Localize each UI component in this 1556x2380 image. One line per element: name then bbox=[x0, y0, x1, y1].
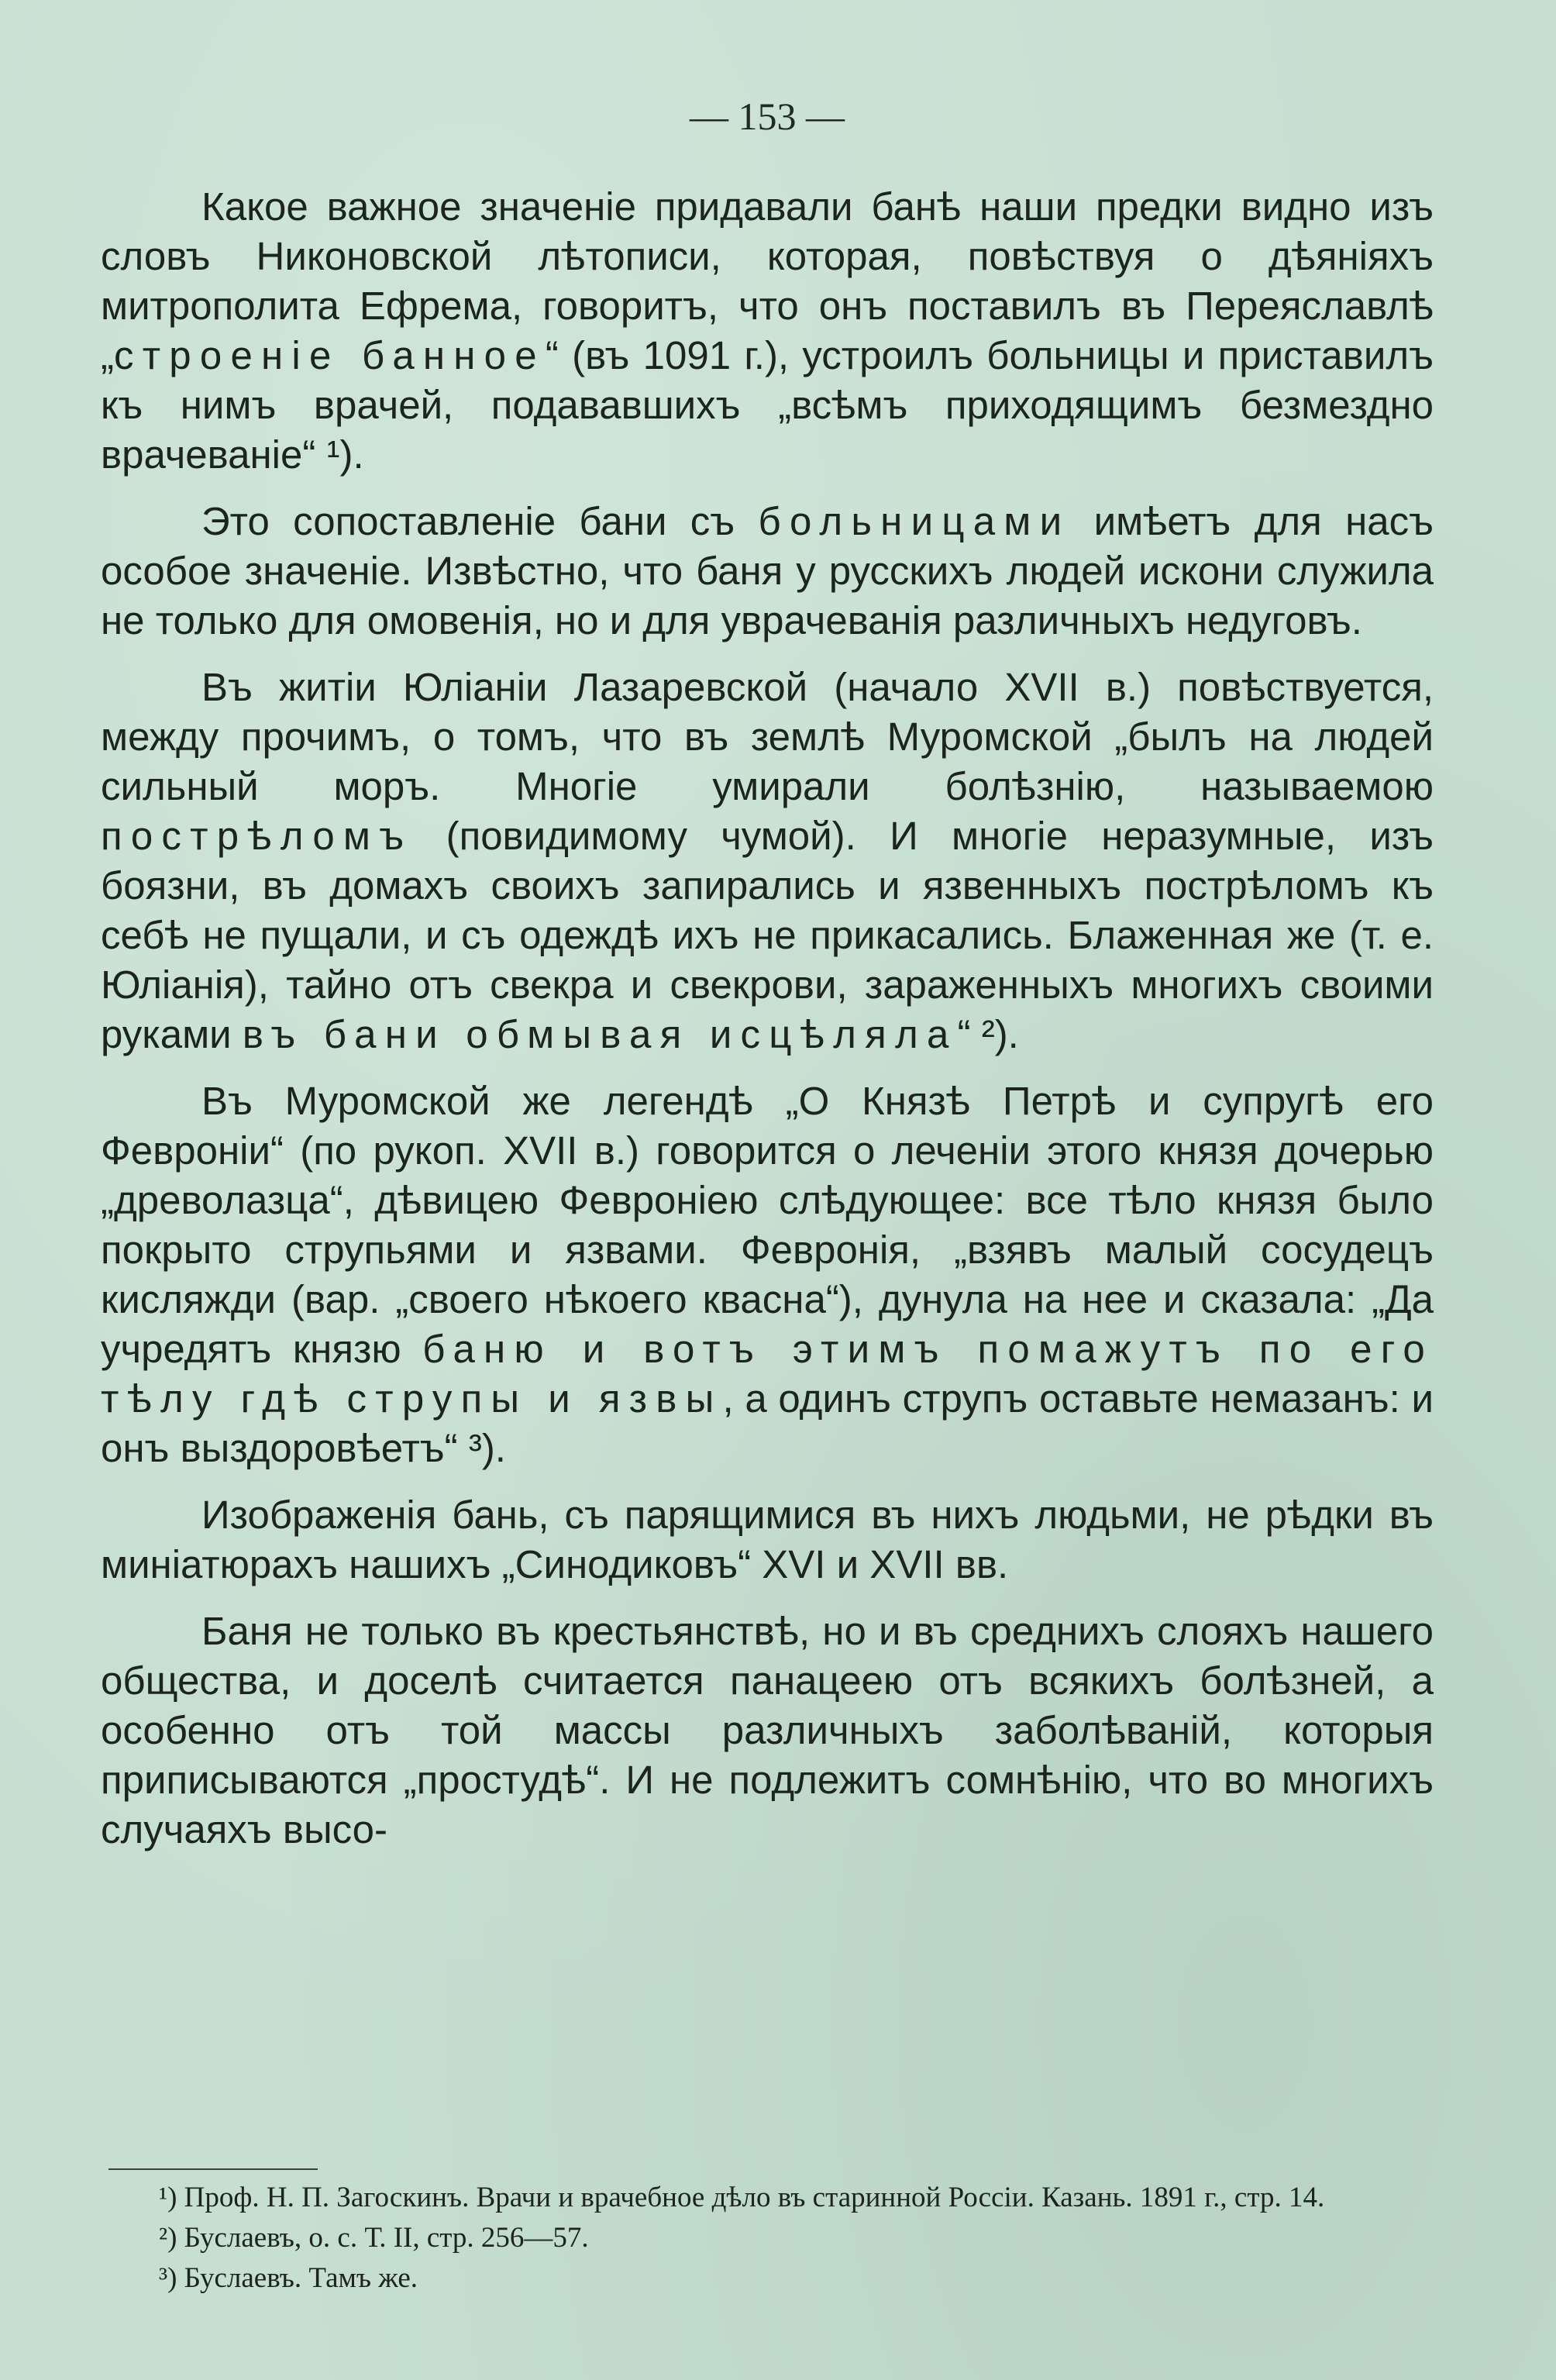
footnote-divider bbox=[108, 2168, 318, 2170]
text-segment: Въ житiи Юлiанiи Лазаревской (начало XVII в.) повѣствуется, между прочимъ, о томъ, что въ землѣ Муромской „былъ на людей сильный моръ. Многiе умирали болѣзнiю, называемою bbox=[101, 665, 1434, 808]
paragraph-6 bbox=[101, 1607, 1434, 1855]
spaced-emphasis: въ бани обмывая исцѣляла bbox=[242, 1012, 958, 1056]
text-segment: Баня не только въ крестьянствѣ, но и въ среднихъ слояхъ нашего общества, и доселѣ считается панацеею отъ всякихъ болѣзней, а особенно отъ той массы различныхъ заболѣванiй, которыя приписываются „простудѣ“. И не подлежитъ сомнѣнiю, что во многихъ случаяхъ высо- bbox=[101, 1609, 1434, 1851]
text-segment: Какое важное значенiе придавали банѣ наши предки видно изъ словъ Никоновской лѣтописи, которая, повѣствуя о дѣянiяхъ митрополита Ефрема, говоритъ, что онъ поставилъ въ Переяславлѣ „ bbox=[101, 184, 1434, 377]
paragraph-4 bbox=[101, 1076, 1434, 1473]
page-number: — 153 — bbox=[690, 95, 845, 138]
body-text bbox=[101, 182, 1434, 1872]
text-segment: , а одинъ струпъ оставьте немазанъ: и онъ выздоровѣетъ“ ³). bbox=[101, 1376, 1434, 1470]
text-segment: “ ²). bbox=[957, 1012, 1019, 1056]
text-segment: (повидимому чумой). И многiе неразумные, изъ боязни, въ домахъ своихъ запирались и язвенныхъ пострѣломъ къ себѣ не пущали, и съ одеждѣ ихъ не прикасались. Блаженная же (т. е. Юлiанiя), тайно отъ свекра и свекрови, зараженныхъ многихъ своими руками bbox=[101, 814, 1434, 1056]
text-segment: “ (въ 1091 г.), устроилъ больницы и приставилъ къ нимъ врачей, подававшихъ „всѣмъ приходящимъ безмездно врачеванiе“ ¹). bbox=[101, 333, 1434, 477]
spaced-emphasis: строенiе банное bbox=[113, 333, 546, 377]
footnote-2: ²) Буслаевъ, о. с. Т. II, стр. 256—57. bbox=[159, 2222, 589, 2254]
spaced-emphasis: больницами bbox=[758, 499, 1071, 543]
paragraph-5 bbox=[101, 1490, 1434, 1590]
text-segment: Изображенiя бань, съ парящимися въ нихъ людьми, не рѣдки въ миніатюрахъ нашихъ „Синодиковъ“ XVI и XVII вв. bbox=[101, 1493, 1434, 1586]
text-segment: Въ Муромской же легендѣ „О Князѣ Петрѣ и супругѣ его Февронiи“ (по рукоп. XVII в.) говорится о леченiи этого князя дочерью „древолазца“, дѣвицею Февронiею слѣдующее: все тѣло князя было покрыто струпьями и язвами. Февронiя, „взявъ малый сосудецъ кисляжди (вар. „своего нѣкоего квасна“), дунула на нее и сказала: „Да учредятъ князю bbox=[101, 1079, 1434, 1371]
footnotes bbox=[101, 2178, 1434, 2299]
footnote-1: ¹) Проф. Н. П. Загоскинъ. Врачи и врачебное дѣло въ старинной Россiи. Казань. 1891 г., стр. 14. bbox=[159, 2182, 1325, 2213]
book-page bbox=[101, 85, 1434, 2317]
paragraph-2 bbox=[101, 497, 1434, 646]
footnote-3: ³) Буслаевъ. Тамъ же. bbox=[159, 2262, 418, 2294]
spaced-emphasis: пострѣломъ bbox=[101, 814, 413, 858]
spaced-emphasis: баню и вотъ этимъ помажутъ по его тѣлу гдѣ струпы и язвы bbox=[101, 1327, 1434, 1421]
text-segment: имѣетъ для насъ особое значенiе. Извѣстно, что баня у русскихъ людей искони служила не только для омовенiя, но и для уврачеванiя различныхъ недуговъ. bbox=[101, 499, 1434, 642]
paragraph-1 bbox=[101, 182, 1434, 480]
text-segment: Это сопоставленiе бани съ bbox=[201, 499, 759, 543]
paragraph-3 bbox=[101, 663, 1434, 1059]
